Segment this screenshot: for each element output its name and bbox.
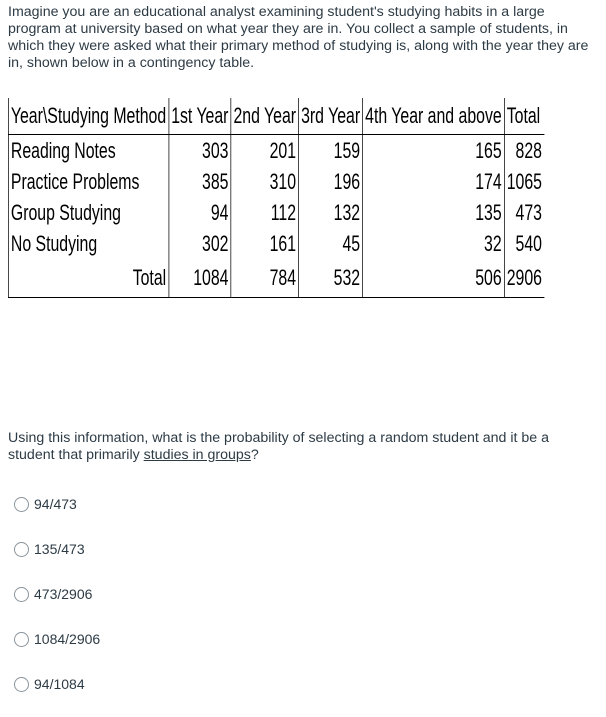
answer-option-5[interactable] <box>14 674 85 694</box>
table-cell: 473 <box>515 199 542 225</box>
table-cell: 506 <box>363 259 505 298</box>
table-row <box>8 228 544 259</box>
table-cell: 135 <box>363 197 505 228</box>
table-cell: 828 <box>515 137 542 163</box>
question-underlined: studies in groups <box>143 447 251 463</box>
table-cell: 784 <box>231 259 299 298</box>
contingency-table <box>8 98 544 298</box>
question-end: ? <box>250 447 259 463</box>
answer-label: 94/473 <box>34 496 77 512</box>
question-prompt <box>8 430 598 464</box>
table-row <box>8 135 544 167</box>
table-cell: 165 <box>363 135 505 167</box>
radio-icon[interactable] <box>14 587 29 602</box>
table-cell: 302 <box>169 228 231 259</box>
table-cell: 1065 <box>506 168 542 194</box>
row-label: No Studying <box>8 228 168 259</box>
table-total-row <box>8 259 544 298</box>
answer-option-2[interactable] <box>14 539 85 559</box>
row-label: Group Studying <box>8 197 168 228</box>
total-label: Total <box>8 259 168 298</box>
table-header-cell: 4th Year and above <box>363 98 505 135</box>
table-header-cell: 2nd Year <box>231 98 299 135</box>
radio-icon[interactable] <box>14 542 29 557</box>
question-text: Using this information, what is the probability of selecting a random student and it be a student that primarily <box>8 430 550 463</box>
row-label: Practice Problems <box>8 166 168 197</box>
table-row <box>8 166 544 197</box>
table-cell: 45 <box>299 228 363 259</box>
table-cell: 303 <box>169 135 231 167</box>
answer-label: 1084/2906 <box>34 631 101 647</box>
question-intro: Imagine you are an educational analyst examining student's studying habits in a large program at university based on what year they are in. You collect a sample of students, in which they were asked what their primary method of studying is, along with the year they are in, shown below in a contingency table. <box>8 4 589 71</box>
table-cell: 161 <box>231 228 299 259</box>
table-cell: 132 <box>299 197 363 228</box>
answer-option-4[interactable] <box>14 629 100 649</box>
table-cell: 94 <box>169 197 231 228</box>
radio-icon[interactable] <box>14 497 29 512</box>
radio-icon[interactable] <box>14 632 29 647</box>
table-cell: 385 <box>169 166 231 197</box>
answer-option-3[interactable] <box>14 584 92 604</box>
answer-label: 135/473 <box>34 541 85 557</box>
table-cell: 112 <box>231 197 299 228</box>
table-header-cell: 1st Year <box>169 98 231 135</box>
table-header-cell: Year\Studying Method <box>8 98 168 135</box>
table-cell: 1084 <box>169 259 231 298</box>
table-cell: 540 <box>515 230 542 256</box>
table-cell: 159 <box>299 135 363 167</box>
table-header-cell: Total <box>504 98 544 135</box>
answer-label: 94/1084 <box>34 676 85 692</box>
table-cell: 201 <box>231 135 299 167</box>
answer-option-1[interactable] <box>14 494 77 514</box>
table-cell: 310 <box>231 166 299 197</box>
table-row <box>8 197 544 228</box>
table-cell: 532 <box>299 259 363 298</box>
table-cell: 174 <box>363 166 505 197</box>
row-label: Reading Notes <box>8 135 168 167</box>
table-cell: 2906 <box>504 259 544 298</box>
table-header-cell: 3rd Year <box>299 98 363 135</box>
answer-label: 473/2906 <box>34 586 93 602</box>
radio-icon[interactable] <box>14 677 29 692</box>
table-cell: 196 <box>299 166 363 197</box>
table-header-row <box>8 98 544 135</box>
table-cell: 32 <box>363 228 505 259</box>
